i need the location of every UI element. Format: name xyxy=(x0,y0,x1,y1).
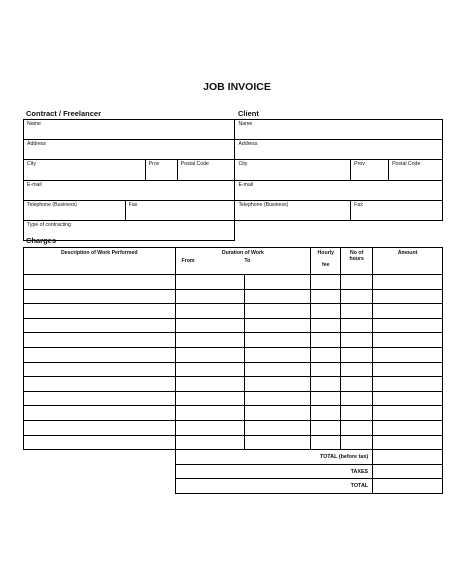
total-before-tax-value[interactable] xyxy=(373,450,443,465)
taxes-label: TAXES xyxy=(175,464,373,479)
contractor-fax-field[interactable]: Fax xyxy=(125,200,235,220)
client-heading: Client xyxy=(238,109,259,118)
charges-heading: Charges xyxy=(26,236,57,245)
client-city-field[interactable]: City xyxy=(235,160,351,180)
contractor-email-field[interactable]: E-mail xyxy=(24,180,235,200)
invoice-title: JOB INVOICE xyxy=(203,81,271,93)
total-label: TOTAL xyxy=(175,479,373,494)
contact-info-table xyxy=(23,119,443,241)
blank-cell xyxy=(24,464,176,479)
table-row xyxy=(24,435,443,450)
from-subheader: From xyxy=(181,258,195,264)
amount-column-header: Amount xyxy=(373,248,443,275)
client-name-field[interactable]: Name xyxy=(235,120,443,140)
contractor-prov-field[interactable]: Prov xyxy=(145,160,177,180)
blank-cell xyxy=(24,450,176,465)
client-phone-field[interactable]: Telephone (Business) xyxy=(235,200,351,220)
total-before-tax-label: TOTAL (before tax) xyxy=(175,450,373,465)
contractor-address-field[interactable]: Address xyxy=(24,140,235,160)
contractor-name-field[interactable]: Name xyxy=(24,120,235,140)
contractor-city-field[interactable]: City xyxy=(24,160,146,180)
total-value[interactable] xyxy=(373,479,443,494)
hourly-fee-column-header: Hourly fee xyxy=(311,248,341,275)
table-row xyxy=(24,420,443,435)
table-row xyxy=(24,275,443,290)
client-prov-field[interactable]: Prov xyxy=(351,160,389,180)
to-subheader: To xyxy=(244,258,251,264)
description-column-header: Description of Work Performed xyxy=(24,248,176,275)
client-fax-field[interactable]: Fax xyxy=(351,200,443,220)
client-postal-field[interactable]: Postal Code xyxy=(389,160,443,180)
blank-cell xyxy=(24,479,176,494)
contractor-heading: Contract / Freelancer xyxy=(26,109,102,118)
contractor-phone-field[interactable]: Telephone (Business) xyxy=(24,200,126,220)
contractor-type-field[interactable]: Type of contracting xyxy=(24,220,235,240)
contractor-postal-field[interactable]: Postal Code xyxy=(177,160,235,180)
table-row xyxy=(24,318,443,333)
blank-cell xyxy=(235,220,443,240)
table-row xyxy=(24,333,443,348)
table-row xyxy=(24,304,443,319)
taxes-value[interactable] xyxy=(373,464,443,479)
hours-column-header: No of hours xyxy=(341,248,373,275)
table-row xyxy=(24,347,443,362)
table-row xyxy=(24,362,443,377)
table-row xyxy=(24,406,443,421)
table-row xyxy=(24,391,443,406)
table-row xyxy=(24,289,443,304)
table-row xyxy=(24,377,443,392)
charges-table xyxy=(23,247,443,494)
client-email-field[interactable]: E-mail xyxy=(235,180,443,200)
duration-column-header: Duration of Work From To xyxy=(175,248,311,275)
client-address-field[interactable]: Address xyxy=(235,140,443,160)
